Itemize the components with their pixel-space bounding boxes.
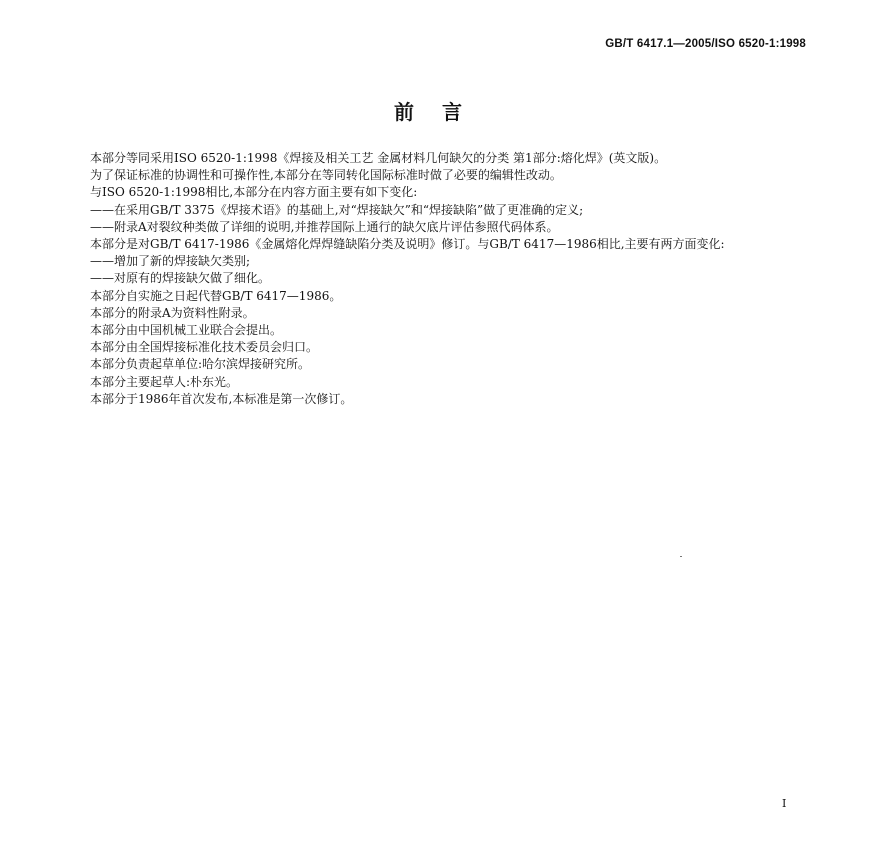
foreword-body [62,150,810,408]
paragraph-comparison: 与ISO 6520-1:1998相比,本部分在内容方面主要有如下变化: [90,185,418,200]
paragraph-editorial: 为了保证标准的协调性和可操作性,本部分在等同转化国际标准时做了必要的编辑性改动。 [90,168,562,183]
paragraph-committee: 本部分由全国焊接标准化技术委员会归口。 [90,340,319,355]
paragraph-replaces: 本部分自实施之日起代替GB/T 6417—1986。 [90,288,342,303]
list-item: ——附录A对裂纹种类做了详细的说明,并推荐国际上通行的缺欠底片评估参照代码体系。 [90,219,559,234]
list-item: ——增加了新的焊接缺欠类别; [90,254,251,269]
paragraph-drafting-unit: 本部分负责起草单位:哈尔滨焊接研究所。 [90,357,311,372]
paragraph-adoption: 本部分等同采用ISO 6520-1:1998《焊接及相关工艺 金属材料几何缺欠的分类 第1部分:熔化焊》(英文版)。 [90,151,667,165]
list-item: ——在采用GB/T 3375《焊接术语》的基础上,对“焊接缺欠”和“焊接缺陷”做了更准确的定义; [90,202,584,217]
standard-code: GB/T 6417.1—2005/ISO 6520-1:1998 [605,38,806,50]
paragraph-annex: 本部分的附录A为资料性附录。 [90,305,255,320]
paragraph-proposer: 本部分由中国机械工业联合会提出。 [90,323,283,338]
paragraph-revision: 本部分是对GB/T 6417-1986《金属熔化焊焊缝缺陷分类及说明》修订。与GB/T 6417—1986相比,主要有两方面变化: [90,237,725,252]
scan-speck [680,556,682,557]
list-item: ——对原有的焊接缺欠做了细化。 [90,271,271,286]
page-title: 前言 [394,100,490,124]
paragraph-history: 本部分于1986年首次发布,本标准是第一次修订。 [90,391,353,406]
paragraph-drafter: 本部分主要起草人:朴东光。 [90,374,239,389]
page-number: I [782,797,787,810]
